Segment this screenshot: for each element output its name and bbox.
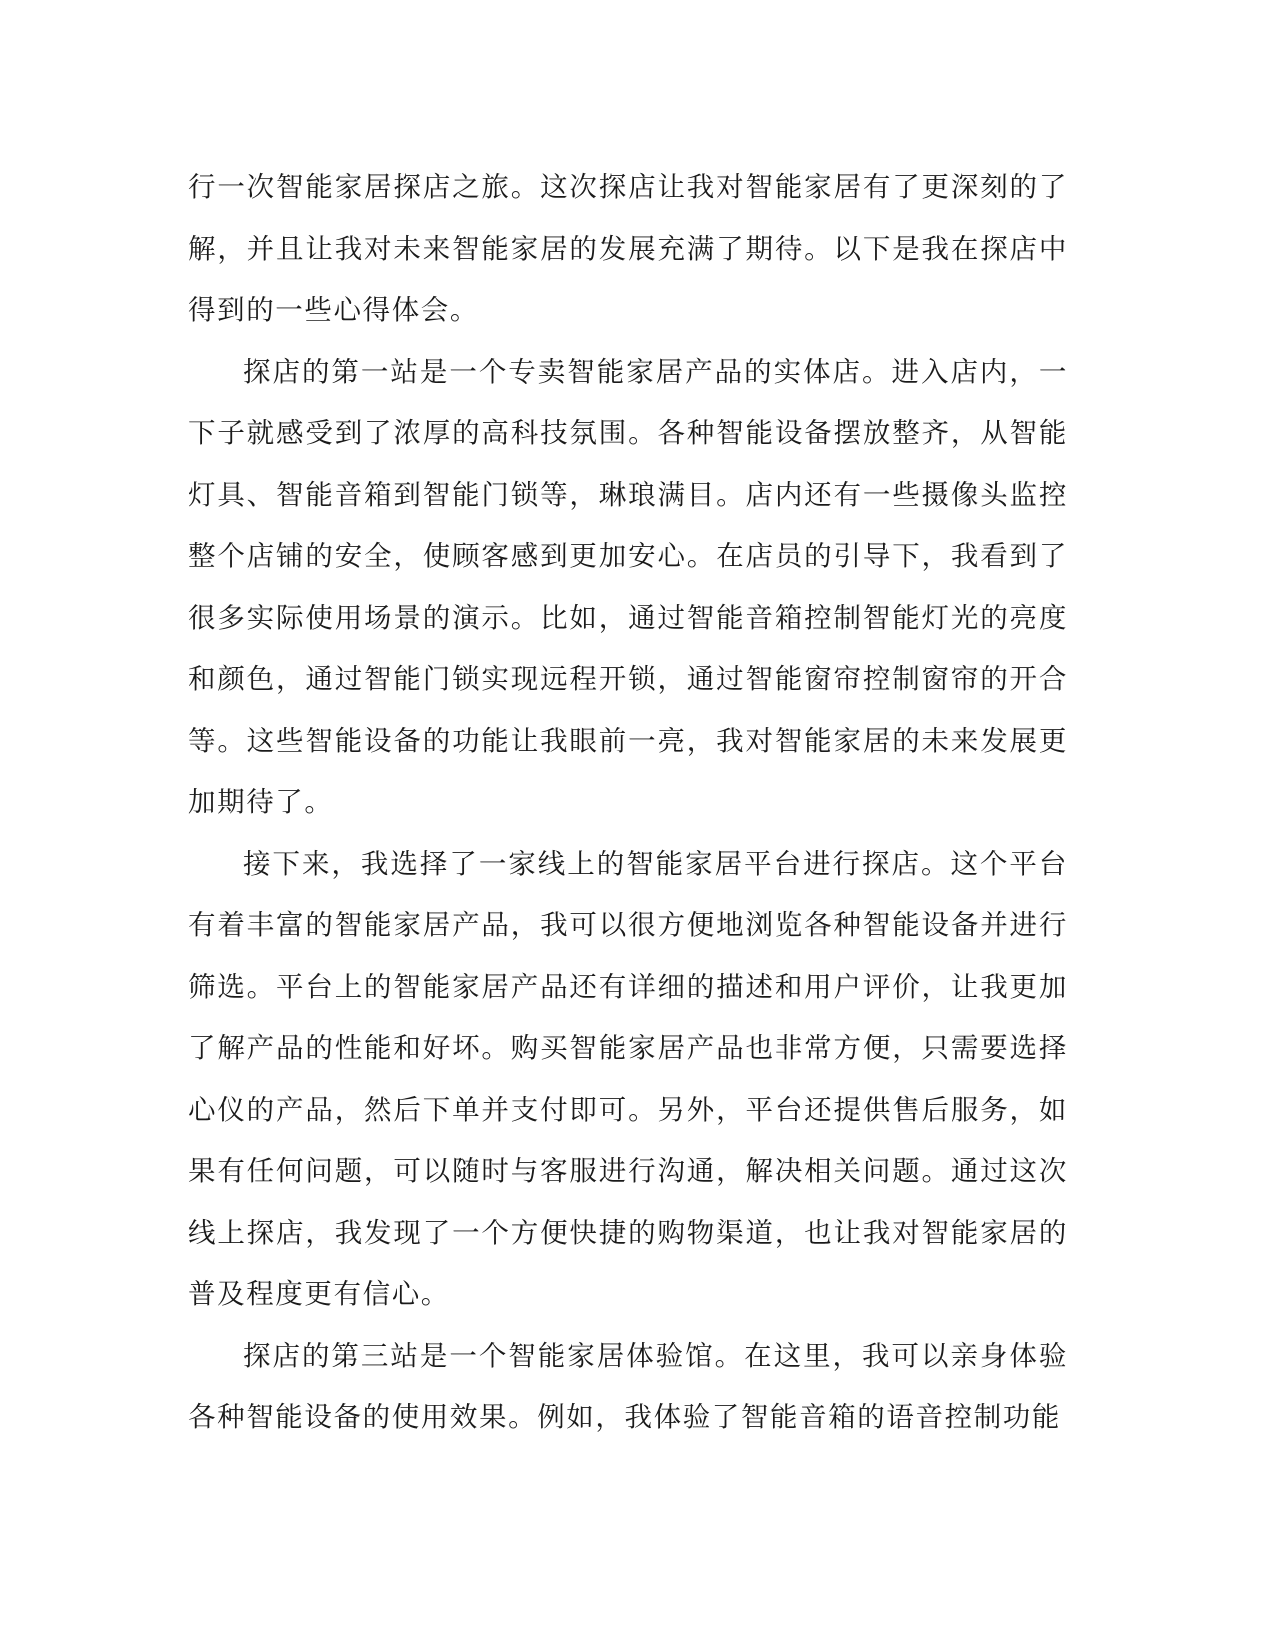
paragraph-third-stop: 探店的第三站是一个智能家居体验馆。在这里，我可以亲身体验各种智能设备的使用效果。例如，我体验了智能音箱的语音控制功能	[188, 1339, 1068, 1433]
paragraph-online-store: 接下来，我选择了一家线上的智能家居平台进行探店。这个平台有着丰富的智能家居产品，我可以很方便地浏览各种智能设备并进行筛选。平台上的智能家居产品还有详细的描述和用户评价，让我更加了解产品的性能和好坏。购买智能家居产品也非常方便，只需要选择心仪的产品，然后下单并支付即可。另外，平台还提供售后服务，如果有任何问题，可以随时与客服进行沟通，解决相关问题。通过这次线上探店，我发现了一个方便快捷的购物渠道，也让我对智能家居的普及程度更有信心。	[188, 847, 1068, 1310]
paragraph-first-stop: 探店的第一站是一个专卖智能家居产品的实体店。进入店内，一下子就感受到了浓厚的高科技氛围。各种智能设备摆放整齐，从智能灯具、智能音箱到智能门锁等，琳琅满目。店内还有一些摄像头监控整个店铺的安全，使顾客感到更加安心。在店员的引导下，我看到了很多实际使用场景的演示。比如，通过智能音箱控制智能灯光的亮度和颜色，通过智能门锁实现远程开锁，通过智能窗帘控制窗帘的开合等。这些智能设备的功能让我眼前一亮，我对智能家居的未来发展更加期待了。	[188, 355, 1068, 818]
body-text	[188, 157, 1068, 1449]
paragraph-intro: 行一次智能家居探店之旅。这次探店让我对智能家居有了更深刻的了解，并且让我对未来智能家居的发展充满了期待。以下是我在探店中得到的一些心得体会。	[188, 171, 1068, 326]
